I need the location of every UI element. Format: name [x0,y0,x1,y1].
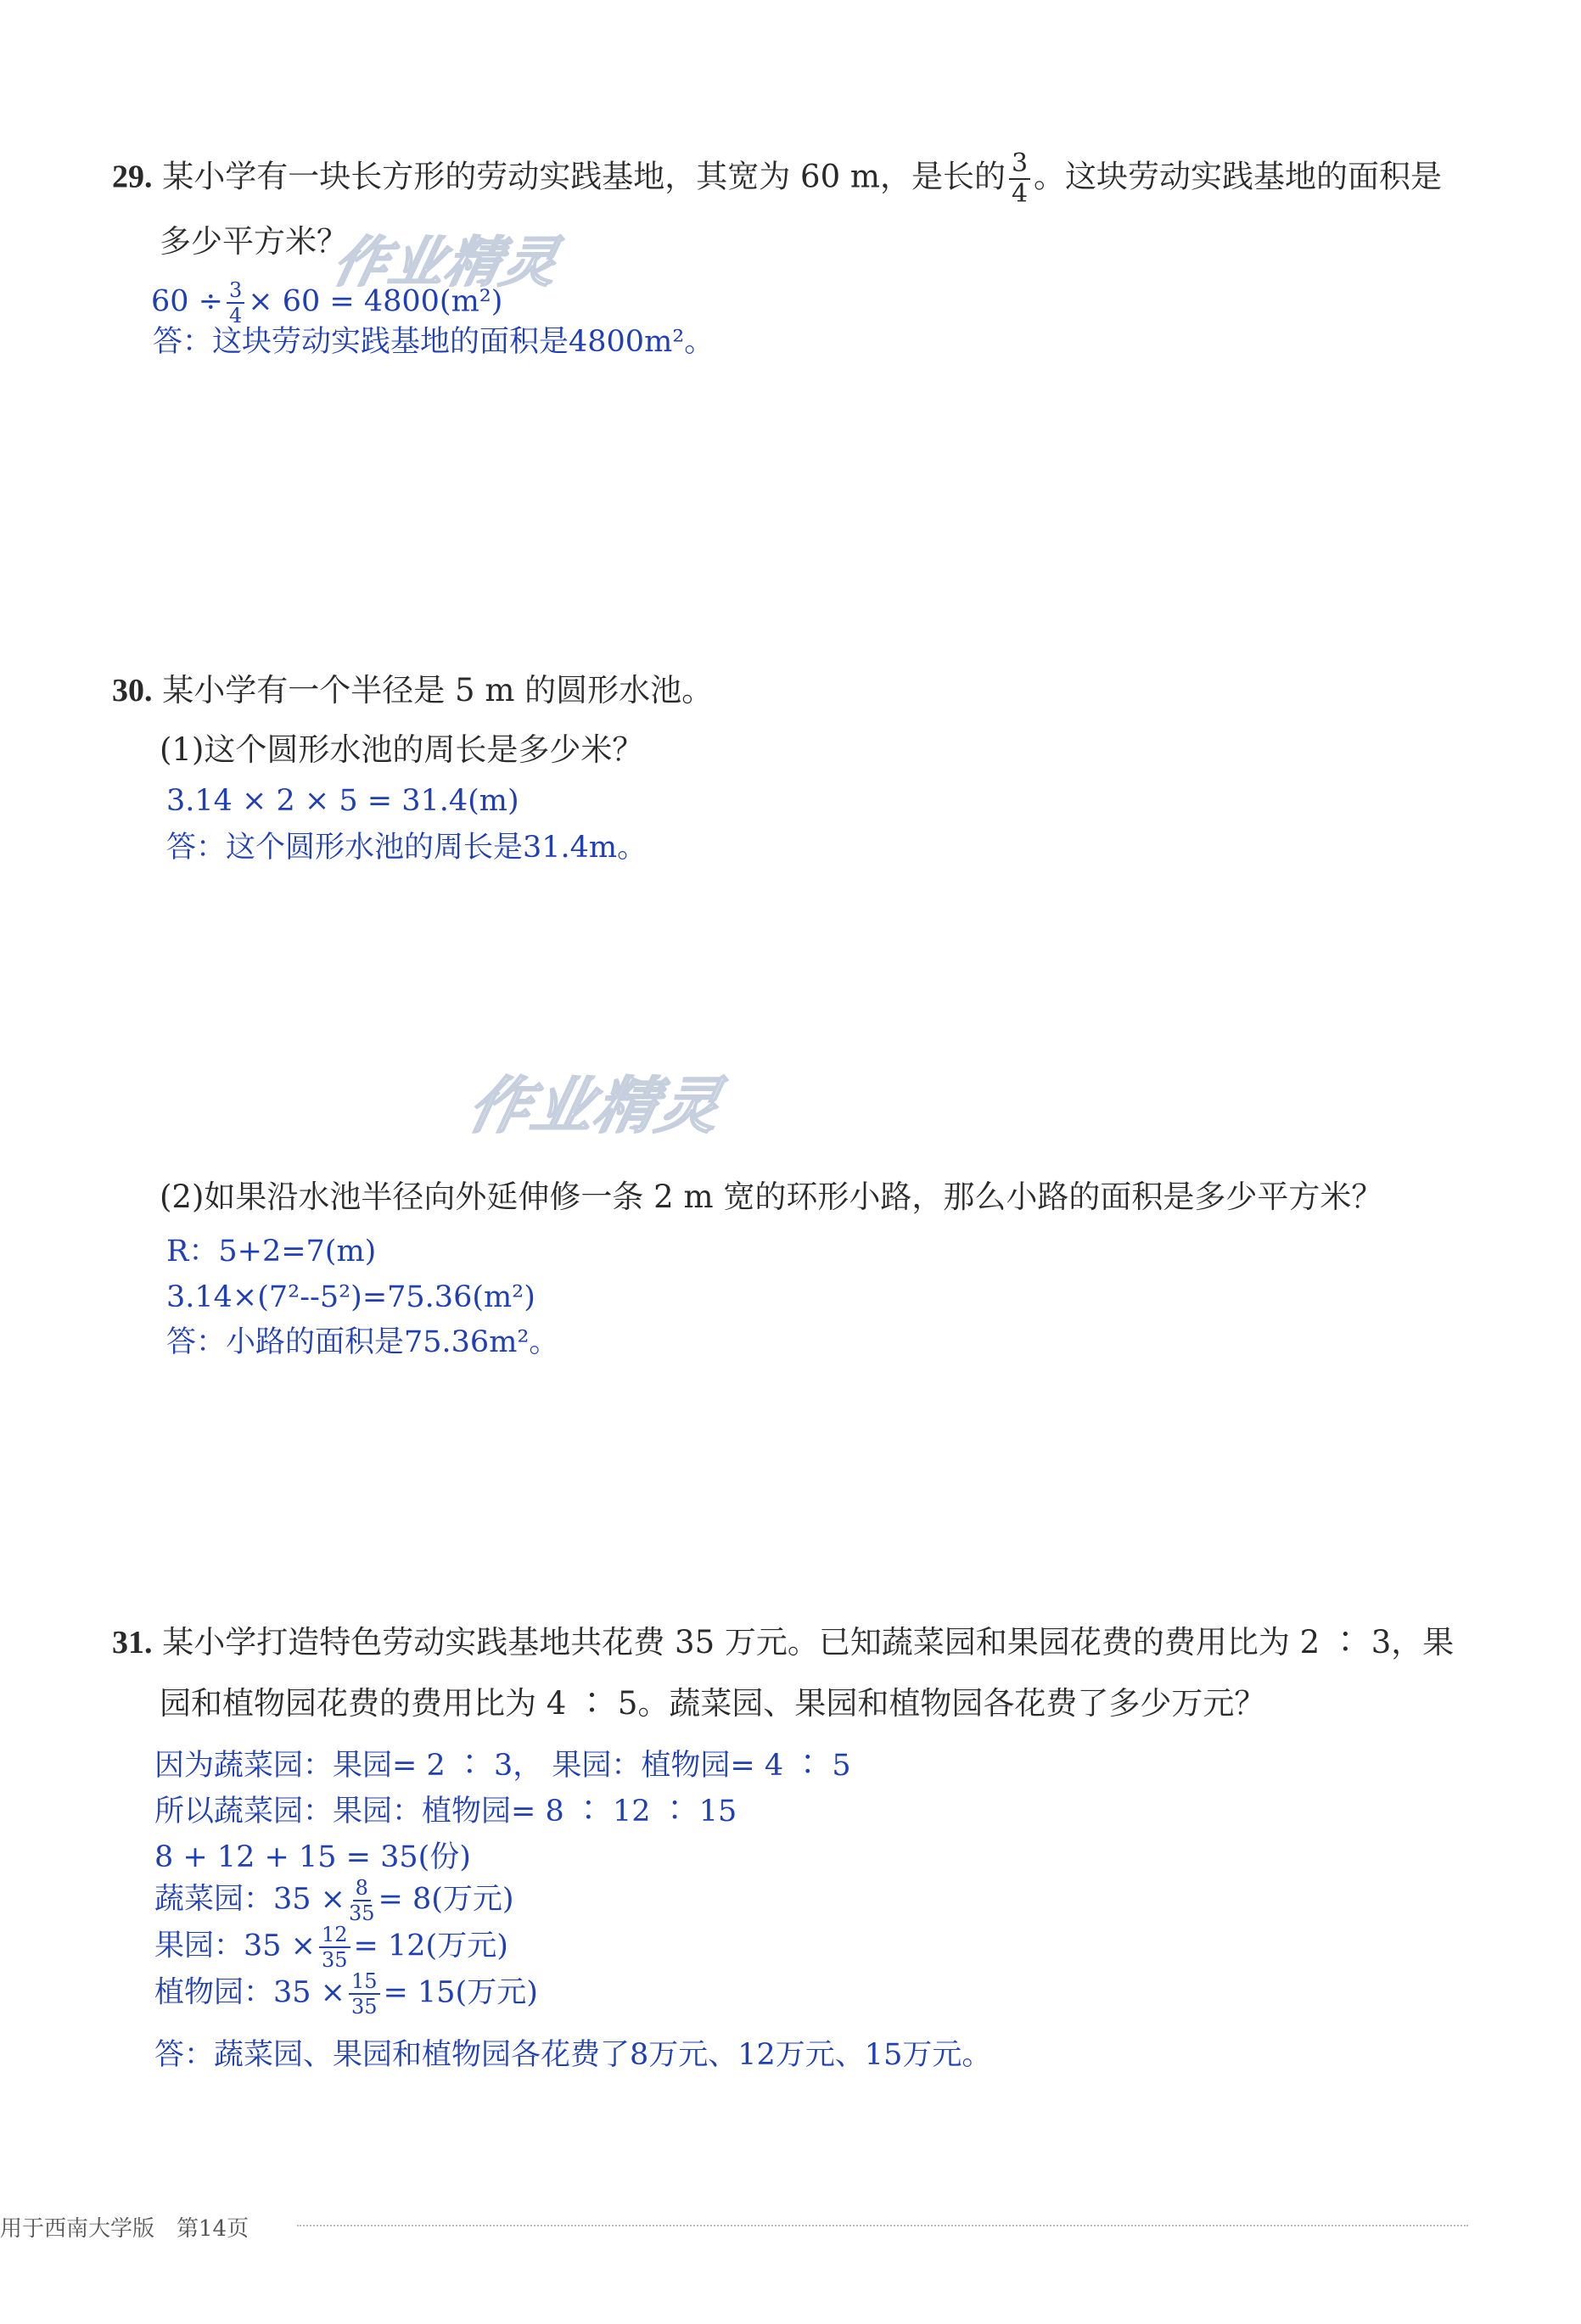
question-text-line: 多少平方米？ [160,223,348,260]
question-text: 。这块劳动实践基地的面积是 [1034,158,1443,195]
answer-line: 3.14×(7²--5²)=75.36(m²) [166,1280,535,1314]
footer-divider [297,2225,1468,2226]
fraction: $\frac{3}{4}$ [227,280,244,326]
answer-line: 答：小路的面积是75.36m²。 [166,1325,559,1359]
sub-question-1: (1)这个圆形水池的周长是多少米？ [160,731,644,768]
question-number: 30. [112,673,153,708]
question-29 [112,148,1443,209]
answer-line: 答：这个圆形水池的周长是31.4m。 [166,831,648,865]
answer-line: 答：蔬菜园、果园和植物园各花费了8万元、12万元、15万元。 [154,2038,992,2072]
watermark-logo: 作业精灵 [327,232,565,294]
watermark-logo: 作业精灵 [462,1070,729,1141]
page-footer: 用于西南大学版 第14页 [0,2216,249,2242]
answer-line: 因为蔬菜园：果园= 2 ∶ 3， 果园：植物园= 4 ∶ 5 [154,1749,851,1783]
answer-line: 蔬菜园：35 × $\frac{8}{35}$ = 8(万元) [154,1876,514,1925]
answer-line: 8 + 12 + 15 = 35(份) [154,1840,471,1874]
answer-line: 答：这块劳动实践基地的面积是4800m²。 [153,325,715,359]
fraction: $\frac{8}{35}$ [349,1876,375,1925]
answer-line: R：5+2=7(m) [166,1235,377,1268]
answer-line: 60 ÷ $\frac{3}{4}$ × 60 = 4800(m²) [151,278,503,328]
sub-question-2: (2)如果沿水池半径向外延伸修一条 2 m 宽的环形小路，那么小路的面积是多少平方米？ [160,1179,1383,1215]
fraction: $\frac{3}{4}$ [1009,151,1030,207]
question-text: 某小学有一块长方形的劳动实践基地，其宽为 60 m，是长的 [162,158,1006,195]
question-30 [112,672,714,708]
fraction: $\frac{15}{35}$ [349,1971,380,2017]
answer-line: 3.14 × 2 × 5 = 31.4(m) [166,784,519,818]
question-number: 31. [112,1625,153,1660]
question-text: 某小学打造特色劳动实践基地共花费 35 万元。已知蔬菜园和果园花费的费用比为 2 ∶ 3，果 [162,1624,1455,1660]
answer-line: 果园：35 × $\frac{12}{35}$ = 12(万元) [154,1923,508,1972]
question-31 [112,1624,1455,1660]
answer-line: 植物园：35 × $\frac{15}{35}$ = 15(万元) [154,1969,538,2019]
question-text-line: 园和植物园花费的费用比为 4 ∶ 5。蔬菜园、果园和植物园各花费了多少万元？ [160,1685,1266,1722]
question-text: 某小学有一个半径是 5 m 的圆形水池。 [162,672,714,708]
answer-line: 所以蔬菜园：果园：植物园= 8 ∶ 12 ∶ 15 [154,1795,737,1828]
question-number: 29. [112,159,153,195]
fraction: $\frac{12}{35}$ [319,1924,350,1970]
